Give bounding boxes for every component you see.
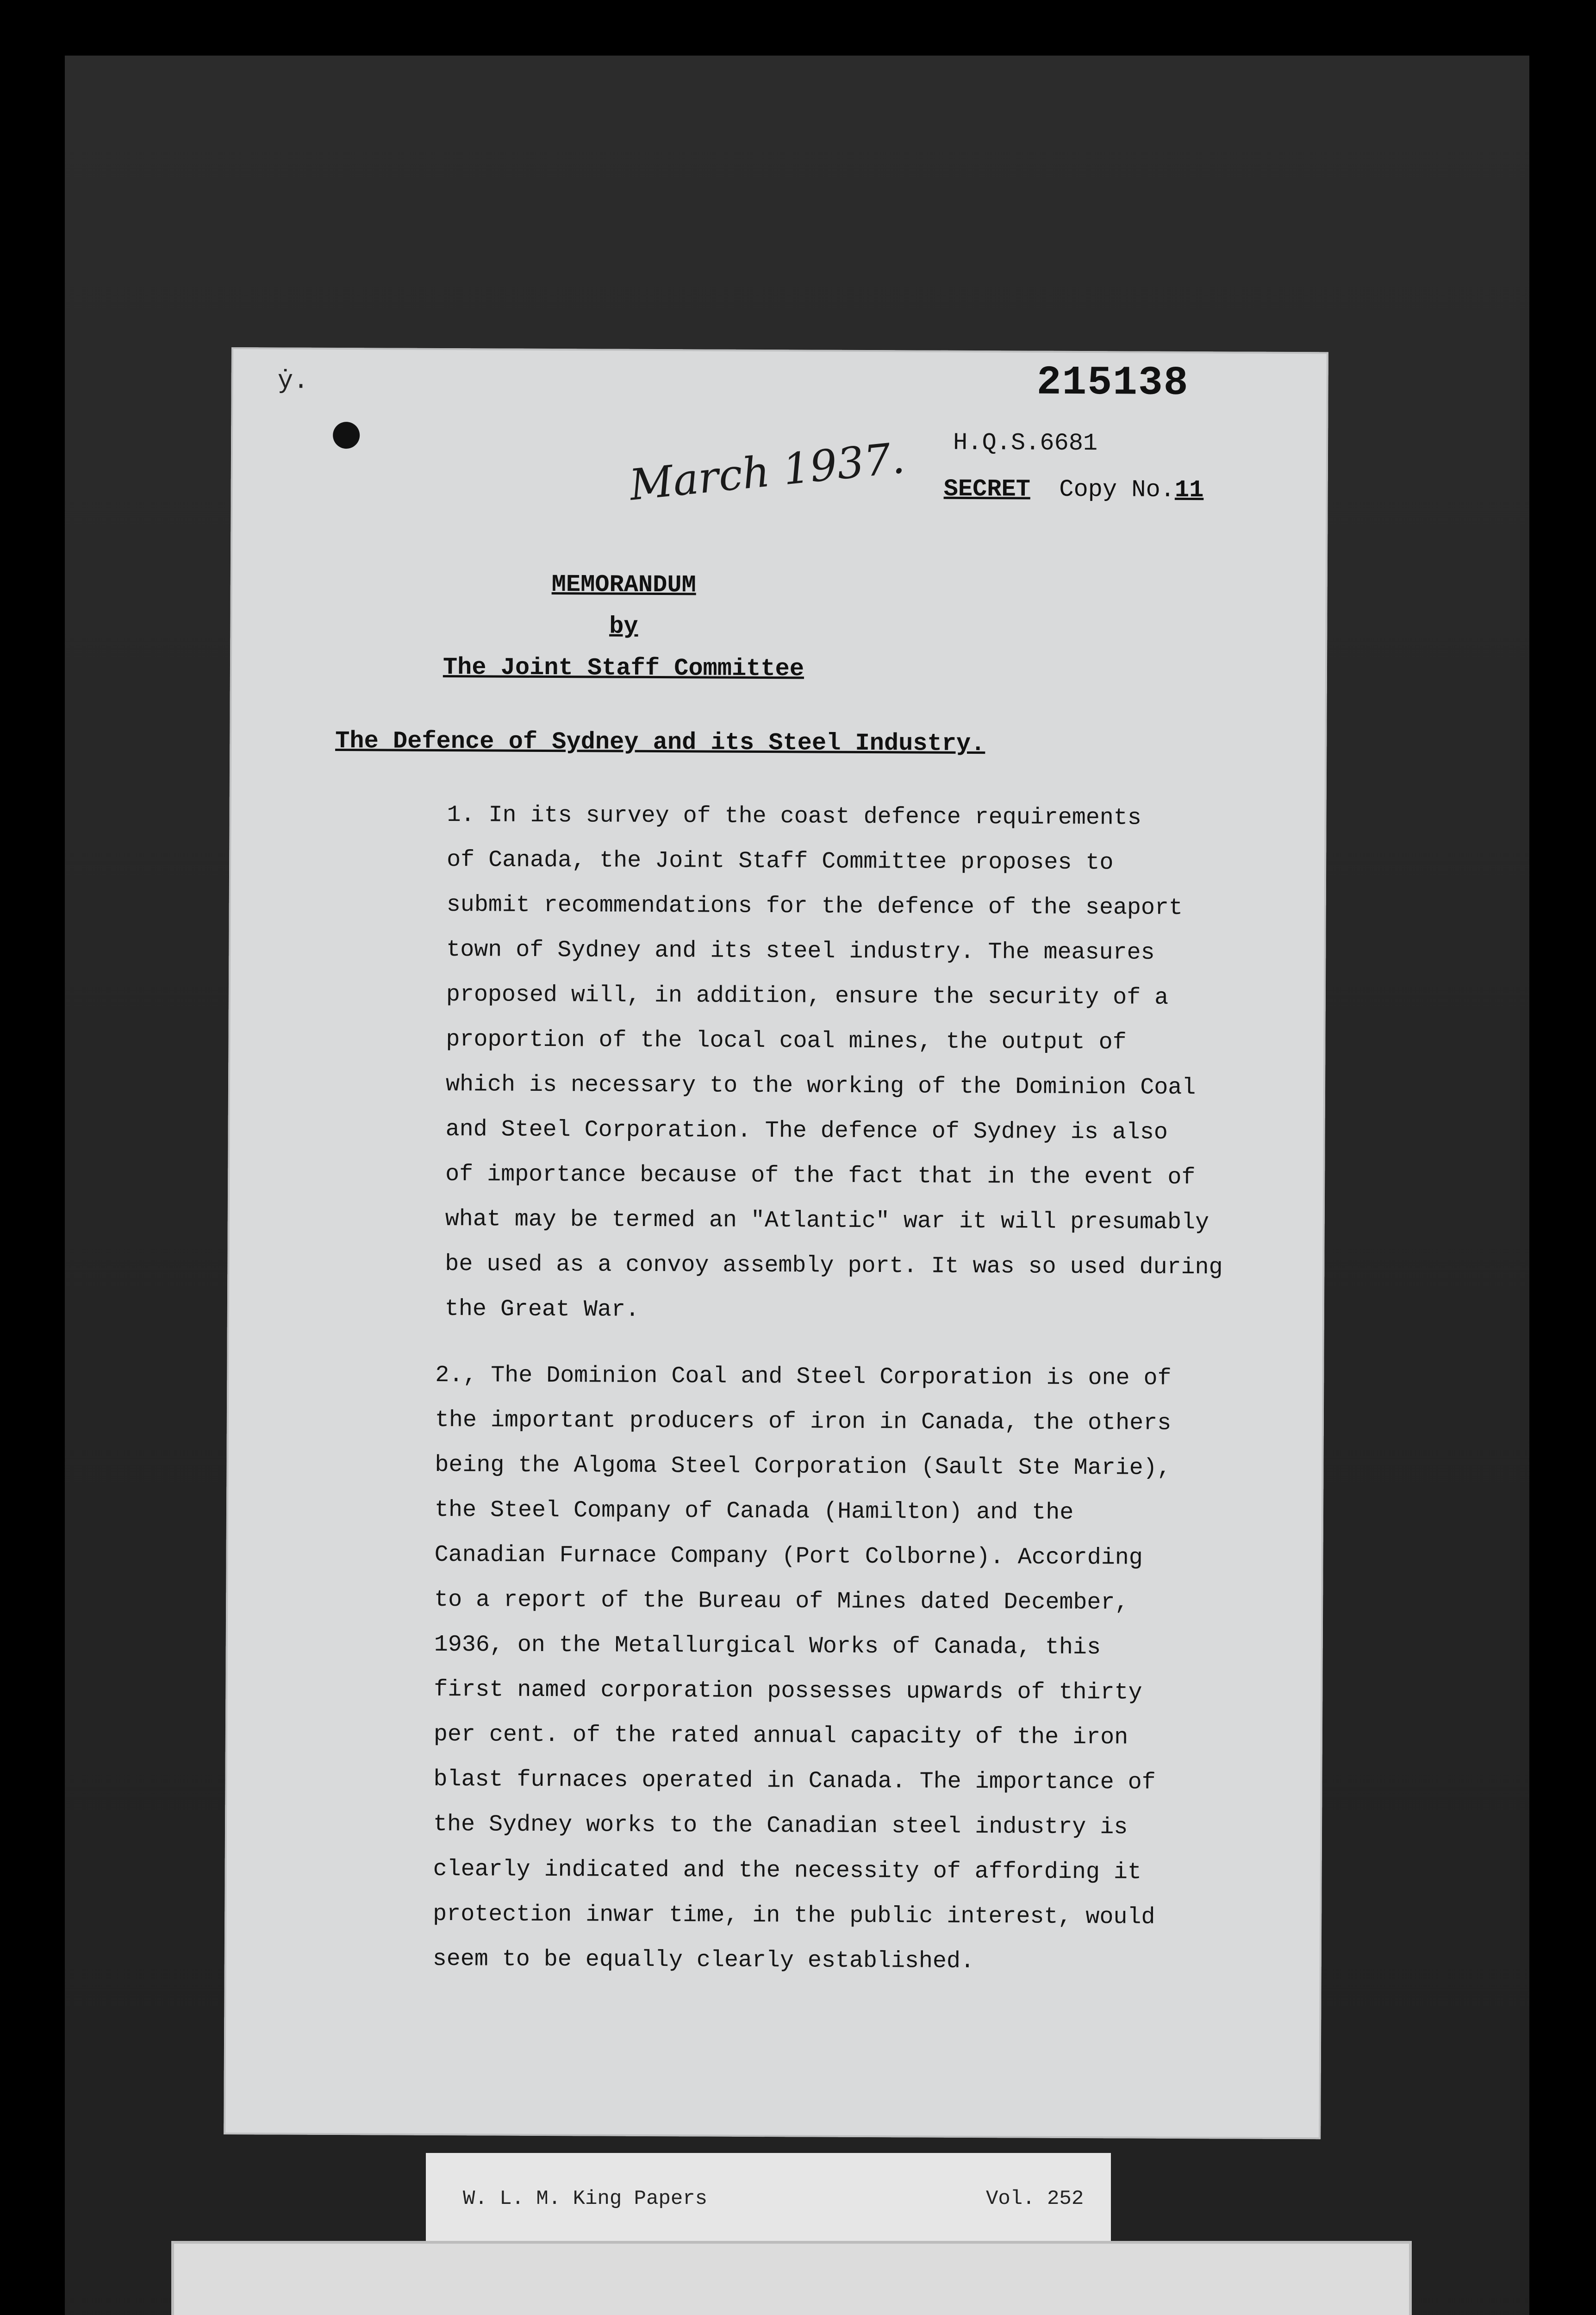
file-reference: H.Q.S.6681 <box>953 429 1098 457</box>
memo-subject: The Defence of Sydney and its Steel Industry. <box>335 727 985 758</box>
memo-by: by <box>609 613 638 640</box>
corner-mark: ẏ. <box>277 366 309 396</box>
memorandum-page <box>224 347 1328 2139</box>
classification-line <box>944 476 1204 504</box>
collection-name: W. L. M. King Papers <box>463 2187 708 2210</box>
copy-label: Copy No. <box>1059 476 1175 504</box>
punch-hole <box>333 422 360 449</box>
memo-committee: The Joint Staff Committee <box>443 654 804 683</box>
archive-label-card <box>171 2241 1412 2315</box>
volume-number: Vol. 252 <box>986 2187 1084 2210</box>
paragraph-2: 2., The Dominion Coal and Steel Corporation is one of the important producers of iron in Canada, the others being the Algoma Steel Corporation (Sault Ste Marie), the Steel Company of Canada (Hamilton) and the Canadian Furnace Company (Port Colborne). According to a report of the Bureau of Mines dated December, 1936, on the Metallurgical Works of Canada, this first named corporation possesses upwards of thirty per cent. of the rated annual capacity of the iron blast furnaces operated in Canada. The importance of the Sydney works to the Canadian steel industry is clearly indicated and the necessity of affording it protection inwar time, in the public interest, would seem to be equally clearly established. <box>432 1362 1172 1975</box>
copy-number: 11 <box>1174 476 1204 504</box>
collection-tab <box>426 2153 1111 2241</box>
classification-label: SECRET <box>943 475 1031 503</box>
handwritten-date: March 1937. <box>627 433 907 510</box>
paragraph-1: 1. In its survey of the coast defence requirements of Canada, the Joint Staff Committee proposes to submit recommendations for the defence of the seaport town of Sydney and its steel industry. The measures proposed will, in addition, ensure the security of a proportion of the local coal mines, the output of which is necessary to the working of the Dominion Coal and Steel Corporation. The defence of Sydney is also of importance because of the fact that in the event of what may be termed an "Atlantic" war it will presumably be used as a convoy assembly port. It was so used during the Great War. <box>444 802 1223 1323</box>
document-number: 215138 <box>1036 360 1189 407</box>
memo-heading: MEMORANDUM <box>551 571 696 599</box>
